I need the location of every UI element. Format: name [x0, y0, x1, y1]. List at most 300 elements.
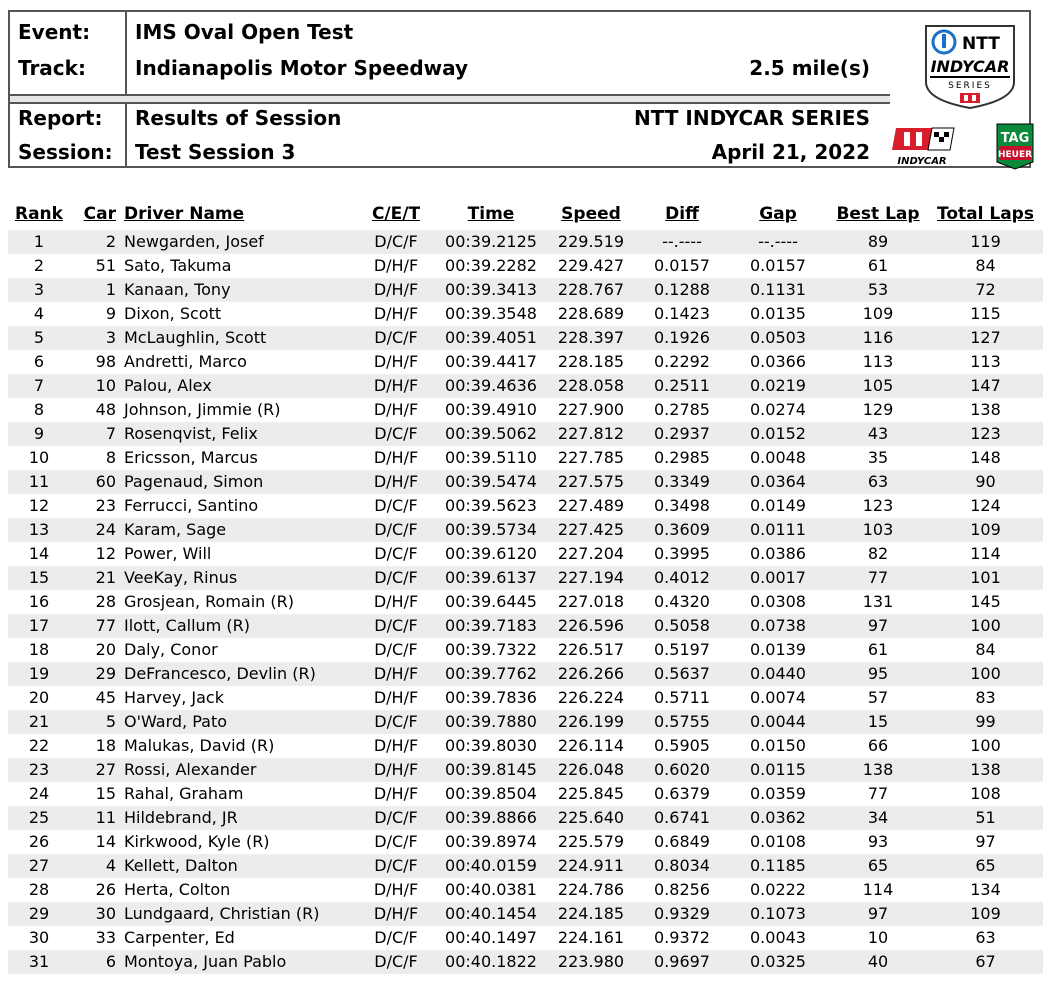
cell-speed: 226.048 [557, 760, 625, 779]
cell-car: 27 [95, 760, 116, 779]
cell-driver-name: Montoya, Juan Pablo [124, 952, 287, 971]
cell-cet: D/H/F [373, 400, 419, 419]
cell-gap: 0.0149 [750, 496, 806, 515]
cell-total-laps: 145 [970, 592, 1001, 611]
cell-best-lap: 109 [862, 304, 894, 323]
tag-heuer-logo [995, 122, 1035, 170]
cell-driver-name: Kellett, Dalton [124, 856, 238, 875]
cell-car: 5 [105, 712, 116, 731]
cell-car: 11 [95, 808, 116, 827]
cell-driver-name: Malukas, David (R) [124, 736, 275, 755]
cell-best-lap: 77 [867, 568, 889, 587]
cell-driver-name: Andretti, Marco [124, 352, 247, 371]
cell-driver-name: Power, Will [124, 544, 212, 563]
track-row [10, 50, 890, 90]
cell-best-lap: 97 [867, 904, 889, 923]
cell-cet: D/H/F [373, 304, 419, 323]
event-value: IMS Oval Open Test [135, 20, 354, 44]
cell-total-laps: 97 [975, 832, 996, 851]
results-body [8, 230, 1043, 974]
cell-cet: D/H/F [373, 472, 419, 491]
cell-best-lap: 105 [862, 376, 894, 395]
cell-rank: 5 [33, 328, 45, 347]
cell-rank: 29 [28, 904, 50, 923]
table-row [8, 494, 1043, 518]
table-row [8, 854, 1043, 878]
cell-time: 00:39.5110 [445, 448, 537, 467]
track-length: 2.5 mile(s) [749, 56, 870, 80]
cell-car: 1 [105, 280, 116, 299]
cell-total-laps: 108 [970, 784, 1001, 803]
cell-speed: 227.575 [557, 472, 625, 491]
table-row [8, 638, 1043, 662]
cell-rank: 4 [33, 304, 45, 323]
cell-driver-name: DeFrancesco, Devlin (R) [124, 664, 316, 683]
cell-car: 24 [95, 520, 116, 539]
cell-car: 3 [105, 328, 116, 347]
cell-time: 00:40.0381 [445, 880, 537, 899]
table-header-row [8, 198, 1043, 230]
cell-speed: 226.224 [557, 688, 625, 707]
cell-rank: 31 [28, 952, 50, 971]
cell-driver-name: Ferrucci, Santino [124, 496, 259, 515]
cell-total-laps: 119 [970, 232, 1001, 251]
cell-gap: 0.0364 [750, 472, 806, 491]
cell-driver-name: O'Ward, Pato [124, 712, 228, 731]
cell-cet: D/C/F [374, 568, 418, 587]
session-label: Session: [18, 140, 113, 164]
cell-diff: 0.6379 [654, 784, 710, 803]
cell-time: 00:39.3548 [445, 304, 537, 323]
cell-gap: 0.0359 [750, 784, 806, 803]
cell-total-laps: 109 [970, 904, 1001, 923]
cell-total-laps: 84 [975, 256, 996, 275]
cell-diff: 0.1926 [654, 328, 710, 347]
cell-total-laps: 114 [970, 544, 1001, 563]
cell-diff: 0.5197 [654, 640, 710, 659]
table-row [8, 878, 1043, 902]
cell-gap: 0.0503 [750, 328, 806, 347]
cell-diff: 0.5755 [654, 712, 710, 731]
cell-car: 15 [95, 784, 116, 803]
table-row [8, 302, 1043, 326]
cell-best-lap: 10 [867, 928, 889, 947]
table-row [8, 542, 1043, 566]
cell-car: 7 [105, 424, 116, 443]
cell-speed: 224.161 [557, 928, 625, 947]
cell-total-laps: 99 [975, 712, 996, 731]
table-row [8, 782, 1043, 806]
cell-total-laps: 148 [970, 448, 1001, 467]
cell-rank: 26 [28, 832, 50, 851]
cell-speed: 225.640 [557, 808, 625, 827]
cell-total-laps: 63 [975, 928, 996, 947]
cell-total-laps: 67 [975, 952, 996, 971]
cell-total-laps: 100 [970, 664, 1001, 683]
cell-diff: 0.0157 [654, 256, 710, 275]
ntt-indycar-series-logo [920, 20, 1020, 110]
cell-cet: D/H/F [373, 280, 419, 299]
cell-driver-name: Johnson, Jimmie (R) [124, 400, 281, 419]
cell-rank: 18 [28, 640, 50, 659]
cell-best-lap: 66 [867, 736, 889, 755]
results-table [8, 198, 1043, 974]
cell-gap: 0.0219 [750, 376, 806, 395]
cell-rank: 24 [28, 784, 50, 803]
cell-rank: 8 [33, 400, 45, 419]
cell-car: 48 [95, 400, 116, 419]
cell-rank: 27 [28, 856, 50, 875]
table-row [8, 686, 1043, 710]
cell-diff: 0.4320 [654, 592, 710, 611]
cell-driver-name: Palou, Alex [124, 376, 212, 395]
cell-time: 00:39.6445 [445, 592, 537, 611]
col-header-time[interactable]: Time [467, 204, 515, 224]
cell-cet: D/H/F [373, 688, 419, 707]
table-row [8, 566, 1043, 590]
cell-speed: 223.980 [557, 952, 625, 971]
cell-best-lap: 61 [867, 640, 889, 659]
cell-speed: 229.519 [557, 232, 625, 251]
cell-speed: 226.199 [557, 712, 625, 731]
indycar-text: INDYCAR [930, 57, 1010, 76]
table-row [8, 590, 1043, 614]
cell-speed: 227.204 [557, 544, 625, 563]
cell-diff: 0.2292 [654, 352, 710, 371]
cell-best-lap: 97 [867, 616, 889, 635]
cell-driver-name: VeeKay, Rinus [124, 568, 238, 587]
cell-time: 00:39.4417 [445, 352, 537, 371]
cell-gap: 0.0044 [750, 712, 806, 731]
table-row [8, 758, 1043, 782]
cell-driver-name: Herta, Colton [124, 880, 231, 899]
cell-diff: 0.5637 [654, 664, 710, 683]
cell-best-lap: 43 [867, 424, 889, 443]
cell-gap: 0.0325 [750, 952, 806, 971]
cell-car: 29 [95, 664, 116, 683]
cell-cet: D/C/F [374, 328, 418, 347]
cell-rank: 12 [28, 496, 50, 515]
cell-total-laps: 138 [970, 760, 1001, 779]
cell-rank: 7 [33, 376, 45, 395]
cell-diff: 0.2985 [654, 448, 710, 467]
cell-speed: 224.911 [557, 856, 625, 875]
cell-car: 30 [95, 904, 116, 923]
cell-total-laps: 83 [975, 688, 996, 707]
cell-rank: 16 [28, 592, 50, 611]
table-row [8, 518, 1043, 542]
cell-cet: D/C/F [374, 424, 418, 443]
cell-best-lap: 61 [867, 256, 889, 275]
col-header-best-lap[interactable]: Best Lap [836, 204, 920, 224]
cell-diff: 0.9697 [654, 952, 710, 971]
cell-car: 77 [95, 616, 116, 635]
cell-time: 00:39.7836 [445, 688, 537, 707]
cell-cet: D/H/F [373, 448, 419, 467]
cell-total-laps: 134 [970, 880, 1001, 899]
cell-rank: 23 [28, 760, 50, 779]
cell-car: 51 [95, 256, 116, 275]
cell-time: 00:39.8504 [445, 784, 537, 803]
cell-cet: D/C/F [374, 712, 418, 731]
cell-time: 00:40.0159 [445, 856, 537, 875]
session-value: Test Session 3 [135, 140, 296, 164]
cell-driver-name: Lundgaard, Christian (R) [124, 904, 320, 923]
cell-gap: 0.0150 [750, 736, 806, 755]
cell-best-lap: 131 [862, 592, 894, 611]
cell-best-lap: 77 [867, 784, 889, 803]
cell-cet: D/H/F [373, 592, 419, 611]
cell-time: 00:39.2282 [445, 256, 537, 275]
cell-cet: D/H/F [373, 664, 419, 683]
cell-cet: D/C/F [374, 496, 418, 515]
table-row [8, 830, 1043, 854]
cell-car: 14 [95, 832, 116, 851]
series-text: SERIES [948, 81, 992, 91]
cell-time: 00:39.6137 [445, 568, 537, 587]
cell-gap: 0.1185 [750, 856, 806, 875]
cell-gap: 0.0440 [750, 664, 806, 683]
table-row [8, 902, 1043, 926]
cell-cet: D/C/F [374, 544, 418, 563]
cell-gap: 0.0115 [750, 760, 806, 779]
cell-car: 4 [105, 856, 116, 875]
cell-diff: 0.3609 [654, 520, 710, 539]
cell-best-lap: 40 [867, 952, 889, 971]
cell-best-lap: 93 [867, 832, 889, 851]
cell-gap: 0.0157 [750, 256, 806, 275]
ntt-text: NTT [962, 34, 1000, 54]
cell-cet: D/H/F [373, 880, 419, 899]
cell-gap: 0.0111 [750, 520, 806, 539]
tag-text: TAG [1000, 131, 1030, 146]
cell-total-laps: 65 [975, 856, 996, 875]
event-row [10, 14, 890, 54]
cell-diff: 0.2785 [654, 400, 710, 419]
cell-diff: 0.8256 [654, 880, 710, 899]
results-table-container [8, 198, 1043, 974]
cell-time: 00:39.4636 [445, 376, 537, 395]
cell-time: 00:39.7183 [445, 616, 537, 635]
cell-best-lap: 57 [867, 688, 889, 707]
cell-speed: 227.812 [557, 424, 625, 443]
cell-driver-name: Carpenter, Ed [124, 928, 235, 947]
cell-rank: 25 [28, 808, 50, 827]
cell-driver-name: Newgarden, Josef [124, 232, 264, 251]
report-value: Results of Session [135, 106, 342, 130]
cell-rank: 20 [28, 688, 50, 707]
cell-speed: 227.425 [557, 520, 625, 539]
table-row [8, 278, 1043, 302]
cell-time: 00:39.8866 [445, 808, 537, 827]
cell-speed: 227.785 [557, 448, 625, 467]
cell-gap: 0.0139 [750, 640, 806, 659]
table-row [8, 806, 1043, 830]
cell-gap: --.---- [758, 232, 798, 251]
cell-cet: D/H/F [373, 256, 419, 275]
cell-time: 00:39.7322 [445, 640, 537, 659]
session-row [10, 134, 890, 174]
cell-rank: 19 [28, 664, 50, 683]
cell-diff: 0.6849 [654, 832, 710, 851]
col-header-diff[interactable]: Diff [665, 204, 699, 224]
cell-diff: 0.4012 [654, 568, 710, 587]
table-row [8, 254, 1043, 278]
col-header-car[interactable]: Car [83, 204, 116, 224]
cell-driver-name: Sato, Takuma [124, 256, 232, 275]
cell-best-lap: 129 [862, 400, 894, 419]
cell-driver-name: Rahal, Graham [124, 784, 244, 803]
cell-car: 6 [105, 952, 116, 971]
table-row [8, 614, 1043, 638]
cell-total-laps: 90 [975, 472, 996, 491]
cell-driver-name: Ericsson, Marcus [124, 448, 258, 467]
cell-total-laps: 84 [975, 640, 996, 659]
cell-diff: 0.9372 [654, 928, 710, 947]
cell-total-laps: 100 [970, 736, 1001, 755]
cell-car: 18 [95, 736, 116, 755]
cell-gap: 0.0362 [750, 808, 806, 827]
cell-rank: 28 [28, 880, 50, 899]
cell-speed: 228.185 [557, 352, 625, 371]
cell-speed: 228.767 [557, 280, 625, 299]
cell-best-lap: 114 [862, 880, 894, 899]
cell-diff: 0.6741 [654, 808, 710, 827]
cell-time: 00:39.8030 [445, 736, 537, 755]
cell-best-lap: 116 [862, 328, 894, 347]
cell-time: 00:40.1454 [445, 904, 537, 923]
cell-best-lap: 34 [867, 808, 889, 827]
cell-speed: 227.900 [557, 400, 625, 419]
cell-speed: 225.845 [557, 784, 625, 803]
cell-rank: 14 [28, 544, 50, 563]
cell-rank: 21 [28, 712, 50, 731]
cell-time: 00:39.5734 [445, 520, 537, 539]
cell-speed: 226.596 [557, 616, 625, 635]
table-row [8, 950, 1043, 974]
indycar-small-text: INDYCAR [897, 156, 947, 167]
indycar-flag-logo [892, 124, 958, 168]
cell-driver-name: McLaughlin, Scott [124, 328, 267, 347]
cell-car: 23 [95, 496, 116, 515]
cell-speed: 228.058 [557, 376, 625, 395]
cell-car: 2 [105, 232, 116, 251]
cell-diff: 0.2511 [654, 376, 710, 395]
table-row [8, 734, 1043, 758]
col-header-total-laps[interactable]: Total Laps [937, 204, 1034, 224]
cell-gap: 0.1131 [750, 280, 806, 299]
cell-cet: D/C/F [374, 520, 418, 539]
table-row [8, 230, 1043, 254]
col-header-driver[interactable]: Driver Name [124, 204, 245, 224]
cell-total-laps: 51 [975, 808, 996, 827]
cell-cet: D/H/F [373, 760, 419, 779]
table-row [8, 422, 1043, 446]
cell-car: 21 [95, 568, 116, 587]
cell-best-lap: 63 [867, 472, 889, 491]
cell-gap: 0.0738 [750, 616, 806, 635]
cell-rank: 9 [33, 424, 45, 443]
cell-rank: 17 [28, 616, 50, 635]
cell-time: 00:39.7880 [445, 712, 537, 731]
cell-time: 00:39.2125 [445, 232, 537, 251]
cell-cet: D/H/F [373, 376, 419, 395]
col-header-speed[interactable]: Speed [561, 204, 621, 224]
cell-speed: 226.517 [557, 640, 625, 659]
cell-best-lap: 35 [867, 448, 889, 467]
cell-driver-name: Daly, Conor [124, 640, 218, 659]
cell-driver-name: Kirkwood, Kyle (R) [124, 832, 270, 851]
cell-car: 9 [105, 304, 116, 323]
cell-best-lap: 113 [862, 352, 894, 371]
cell-driver-name: Rosenqvist, Felix [124, 424, 258, 443]
cell-gap: 0.0017 [750, 568, 806, 587]
cell-diff: 0.9329 [654, 904, 710, 923]
cell-diff: 0.6020 [654, 760, 710, 779]
session-header [8, 10, 1031, 168]
cell-gap: 0.0366 [750, 352, 806, 371]
cell-best-lap: 89 [867, 232, 889, 251]
col-header-cet[interactable]: C/E/T [371, 204, 421, 224]
cell-time: 00:39.4910 [445, 400, 537, 419]
cell-time: 00:39.5623 [445, 496, 537, 515]
cell-total-laps: 123 [970, 424, 1001, 443]
cell-rank: 2 [33, 256, 45, 275]
cell-total-laps: 138 [970, 400, 1001, 419]
cell-gap: 0.0222 [750, 880, 806, 899]
cell-best-lap: 103 [862, 520, 894, 539]
cell-driver-name: Ilott, Callum (R) [124, 616, 250, 635]
cell-gap: 0.0135 [750, 304, 806, 323]
cell-cet: D/C/F [374, 832, 418, 851]
cell-cet: D/C/F [374, 640, 418, 659]
cell-gap: 0.0386 [750, 544, 806, 563]
cell-best-lap: 95 [867, 664, 889, 683]
cell-cet: D/C/F [374, 616, 418, 635]
cell-diff: 0.1423 [654, 304, 710, 323]
cell-cet: D/H/F [373, 352, 419, 371]
cell-best-lap: 65 [867, 856, 889, 875]
cell-time: 00:39.5062 [445, 424, 537, 443]
cell-diff: 0.5711 [654, 688, 710, 707]
cell-time: 00:39.6120 [445, 544, 537, 563]
cell-cet: D/C/F [374, 232, 418, 251]
cell-total-laps: 109 [970, 520, 1001, 539]
cell-best-lap: 15 [867, 712, 889, 731]
col-header-gap[interactable]: Gap [759, 204, 797, 224]
cell-driver-name: Rossi, Alexander [124, 760, 257, 779]
cell-car: 98 [95, 352, 116, 371]
cell-total-laps: 147 [970, 376, 1001, 395]
cell-best-lap: 138 [862, 760, 894, 779]
cell-car: 28 [95, 592, 116, 611]
cell-speed: 224.185 [557, 904, 625, 923]
cell-time: 00:39.3413 [445, 280, 537, 299]
cell-cet: D/C/F [374, 856, 418, 875]
cell-best-lap: 82 [867, 544, 889, 563]
cell-gap: 0.0048 [750, 448, 806, 467]
cell-diff: 0.2937 [654, 424, 710, 443]
col-header-rank[interactable]: Rank [15, 204, 63, 224]
table-row [8, 350, 1043, 374]
cell-driver-name: Harvey, Jack [124, 688, 224, 707]
cell-gap: 0.0152 [750, 424, 806, 443]
table-row [8, 710, 1043, 734]
cell-cet: D/H/F [373, 784, 419, 803]
cell-rank: 10 [28, 448, 50, 467]
cell-car: 10 [95, 376, 116, 395]
cell-speed: 226.114 [557, 736, 625, 755]
